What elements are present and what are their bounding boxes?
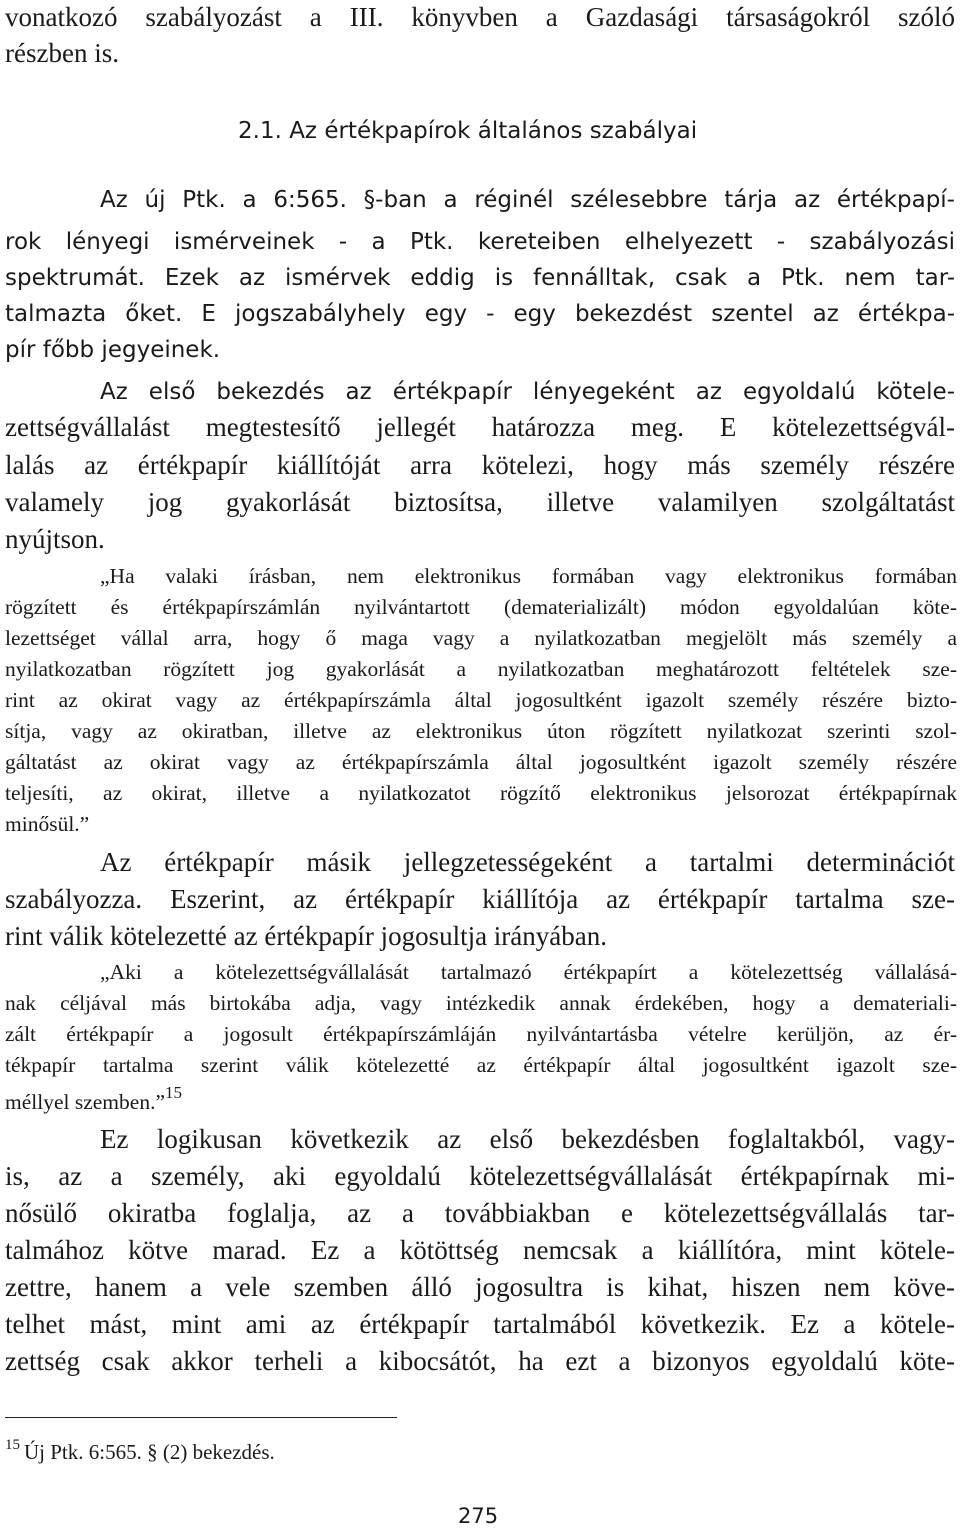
paragraph-line: Az első bekezdés az értékpapír lényegeként az egyoldalú kötele-: [100, 379, 955, 405]
quote-text: méllyel szemben.”: [5, 1090, 165, 1114]
paragraph-line: talmához kötve marad. Ez a kötöttség nemcsak a kiállítóra, mint kötele-: [5, 1235, 955, 1265]
footnote-divider: [5, 1417, 397, 1418]
paragraph-line: nősülő okiratba foglalja, az a továbbiakban e kötelezettségvállalás tar-: [5, 1198, 955, 1228]
quote-line: minősül.”: [5, 812, 90, 836]
paragraph-line: spektrumát. Ezek az ismérvek eddig is fennálltak, csak a Ptk. nem tar-: [5, 265, 955, 291]
intro-line: vonatkozó szabályozást a III. könyvben a Gazdasági társaságokról szóló: [5, 2, 955, 32]
quote-line: tékpapír tartalma szerint válik kötelezetté az értékpapír által jogosultként igazolt sze-: [5, 1053, 957, 1077]
paragraph-line: zettség csak akkor terheli a kibocsátót, ha ezt a bizonyos egyoldalú köte-: [5, 1346, 955, 1376]
paragraph-line: Ez logikusan következik az első bekezdésben foglaltakból, vagy-: [100, 1124, 955, 1154]
paragraph-line: rok lényegi ismérveinek - a Ptk. kereteiben elhelyezett - szabályozási: [5, 229, 955, 255]
paragraph-line: telhet mást, mint ami az értékpapír tartalmából következik. Ez a kötele-: [5, 1309, 955, 1339]
quote-line: sítja, vagy az okiratban, illetve az elektronikus úton rögzített nyilatkozat szerinti szol-: [5, 719, 957, 743]
quote-line: „Aki a kötelezettségvállalását tartalmazó értékpapírt a kötelezettség vállalásá-: [100, 960, 957, 984]
quote-line-last: [5, 1083, 182, 1118]
paragraph-line: talmazta őket. E jogszabályhely egy - egy bekezdést szentel az értékpa-: [5, 301, 955, 327]
intro-line: részben is.: [5, 38, 119, 68]
quote-line: teljesíti, az okirat, illetve a nyilatkozatot rögzítő elektronikus jelsorozat értékpapírnak: [5, 781, 957, 805]
paragraph-line: zettségvállalást megtestesítő jellegét határozza meg. E kötelezettségvál-: [5, 412, 955, 442]
quote-line: „Ha valaki írásban, nem elektronikus formában vagy elektronikus formában: [100, 564, 957, 588]
paragraph-line: rint válik kötelezetté az értékpapír jogosultja irányában.: [5, 921, 608, 951]
paragraph-line: nyújtson.: [5, 524, 105, 554]
quote-line: nyilatkozatban rögzített jog gyakorlását a nyilatkozatban meghatározott feltételek sze-: [5, 657, 957, 681]
paragraph-line: zettre, hanem a vele szemben álló jogosultra is kihat, hiszen nem köve-: [5, 1272, 955, 1302]
section-heading: 2.1. Az értékpapírok általános szabályai: [238, 118, 698, 144]
quote-line: gáltatást az okirat vagy az értékpapírszámla által jogosultként igazolt személy részére: [5, 750, 957, 774]
quote-line: nak céljával más birtokába adja, vagy intézkedik annak érdekében, hogy a demateriali-: [5, 991, 957, 1015]
paragraph-line: valamely jog gyakorlását biztosítsa, illetve valamilyen szolgáltatást: [5, 487, 955, 517]
footnote-number: 15: [5, 1437, 20, 1453]
paragraph-line: szabályozza. Eszerint, az értékpapír kiállítója az értékpapír tartalma sze-: [5, 884, 955, 914]
quote-line: zált értékpapír a jogosult értékpapírszámláján nyilvántartásba vételre kerüljön, az ér-: [5, 1022, 957, 1046]
quote-line: rögzített és értékpapírszámlán nyilvántartott (dematerializált) módon egyoldalúan köte-: [5, 595, 957, 619]
quote-line: lezettséget vállal arra, hogy ő maga vagy a nyilatkozatban megjelölt más személy a: [5, 626, 957, 650]
footnote-text: Új Ptk. 6:565. § (2) bekezdés.: [24, 1440, 275, 1464]
footnote-reference[interactable]: 15: [165, 1083, 182, 1102]
footnote: [5, 1437, 275, 1465]
paragraph-line: pír főbb jegyeinek.: [5, 337, 221, 363]
paragraph-line: Az új Ptk. a 6:565. §-ban a réginél szélesebbre tárja az értékpapí-: [100, 187, 955, 213]
paragraph-line: lalás az értékpapír kiállítóját arra kötelezi, hogy más személy részére: [5, 450, 955, 480]
quote-line: rint az okirat vagy az értékpapírszámla által jogosultként igazolt személy részére bizto-: [5, 688, 957, 712]
page-number: 275: [458, 1504, 499, 1528]
paragraph-line: is, az a személy, aki egyoldalú kötelezettségvállalását értékpapírnak mi-: [5, 1161, 955, 1191]
paragraph-line: Az értékpapír másik jellegzetességeként a tartalmi determinációt: [100, 847, 955, 877]
